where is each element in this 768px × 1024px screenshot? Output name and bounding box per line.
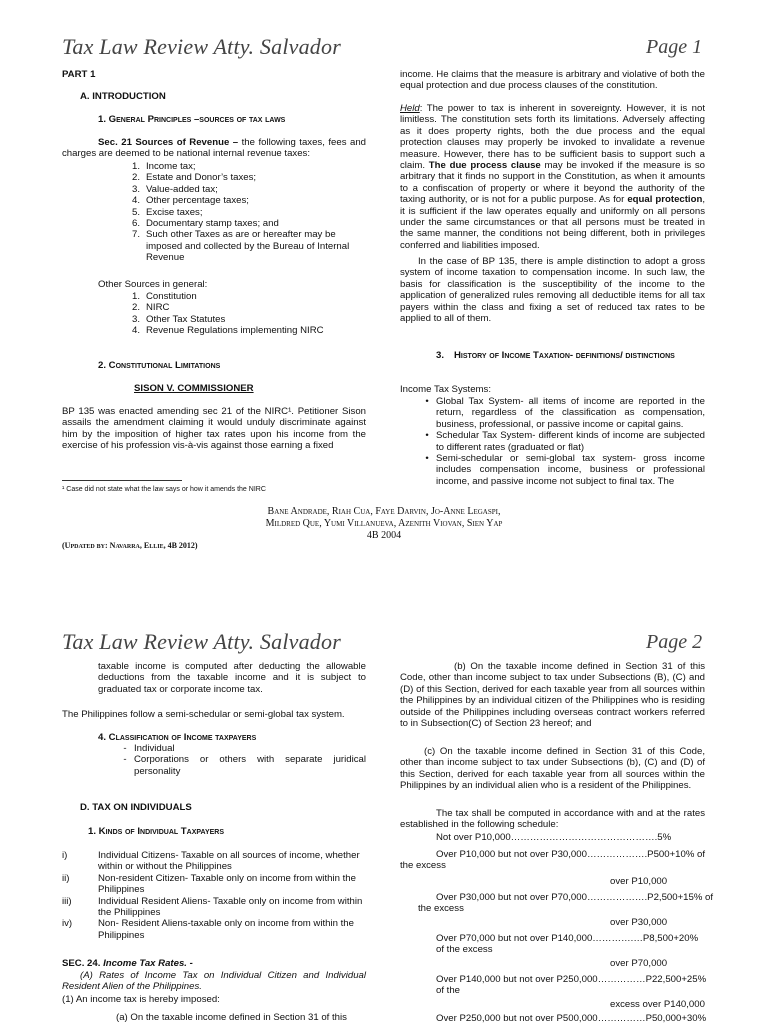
schedule-row-3-cont: the excess bbox=[418, 903, 464, 914]
kinds-heading: 1. Kinds of Individual Taxpayers bbox=[88, 826, 225, 837]
schedule-row-4: Over P70,000 but not over P140,000………….…P8,500+20% bbox=[436, 933, 699, 944]
section-d-heading: D. TAX ON INDIVIDUALS bbox=[80, 802, 192, 813]
authors-line-2: Mildred Que, Yumi Villanueva, Azenith Viovan, Sien Yap bbox=[265, 518, 503, 529]
section-a-heading: A. INTRODUCTION bbox=[80, 91, 166, 102]
header-title: Tax Law Review Atty. Salvador bbox=[62, 629, 341, 654]
list-item-number: 7. bbox=[131, 229, 140, 241]
list-item-number: 2. bbox=[131, 172, 140, 184]
case-paragraph: BP 135 was enacted amending sec 21 of the NIRC¹. Petitioner Sison assails the amendment claiming it would unduly discriminate against him by the imposition of higher tax rates upon his income from the exercise of his profession vis-à-vis against those earning a fixed bbox=[62, 406, 366, 452]
header-page-number: Page 2 bbox=[646, 631, 703, 653]
taxpayer-class-item bbox=[116, 754, 366, 777]
schedule-row-6: Over P250,000 but not over P500,000……………P50,000+30% bbox=[436, 1013, 707, 1024]
part-heading: PART 1 bbox=[62, 69, 96, 80]
revenue-list-item bbox=[122, 172, 366, 183]
list-item-text: Excise taxes; bbox=[146, 206, 203, 218]
header-page-number: Page 1 bbox=[646, 36, 703, 58]
list-item-text: Non-resident Citizen- Taxable only on income from within the Philippines bbox=[98, 872, 356, 896]
list-item-text: Such other Taxes as are or hereafter may be imposed and collected by the Bureau of Internal Revenue bbox=[146, 229, 350, 264]
subsection-b-paragraph: (b) On the taxable income defined in Section 31 of this Code, other than income subject to tax under Subsections (B), (C) and (D) of this Section, derived for each taxable year from all sources within the Philippines by an individual citizen of the Philippines who is residing outside of the Philippines including overseas contract workers referred to in Subsection(C) of Section 23 hereof; and bbox=[400, 661, 705, 730]
list-item-number: 5. bbox=[131, 206, 140, 218]
sec21-text: the following taxes, fees and charges are deemed to be national internal revenue taxes: bbox=[62, 137, 366, 160]
list-item-number: ii) bbox=[62, 872, 70, 884]
other-source-item bbox=[122, 302, 366, 313]
sec24-a-text: (A) Rates of Income Tax on Individual Citizen and Individual Resident Alien of the Philippines. bbox=[62, 970, 366, 993]
list-item-text: Non- Resident Aliens-taxable only on income from within the Philippines bbox=[98, 918, 354, 941]
list-item-number: iii) bbox=[62, 895, 72, 907]
list-item-number: iv) bbox=[62, 918, 73, 930]
kinds-list bbox=[62, 850, 366, 941]
bullet-text: Global Tax System- all items of income are reported in the return, regardless of the classification as compensation, business, professional, or passive income or capital gains. bbox=[436, 396, 705, 430]
revenue-list-item bbox=[122, 195, 366, 206]
subsection-2-heading: 2. Constitutional Limitations bbox=[98, 360, 221, 371]
footnote: ¹ Case did not state what the law says or how it amends the NIRC bbox=[62, 486, 266, 493]
sec24-1-text: (1) An income tax is hereby imposed: bbox=[62, 994, 220, 1005]
schedule-row-5: Over P140,000 but not over P250,000……………P22,500+25% bbox=[436, 974, 707, 985]
sec24-a-sub-text: (a) On the taxable income defined in Section 31 of this bbox=[116, 1012, 347, 1023]
held-paragraph bbox=[400, 103, 705, 251]
subsection-c-paragraph: (c) On the taxable income defined in Section 31 of this Code, other than income subject to tax under Subsections (b), (C) and (D) of this Section, derived for each taxable year from all sources within the Philippines by an individual alien who is a resident of the Philippines. bbox=[400, 746, 705, 792]
list-item-number: 1. bbox=[131, 291, 140, 302]
bullet-icon: • bbox=[425, 396, 429, 407]
subsection-1-heading: 1. General Principles –sources of tax laws bbox=[98, 114, 286, 125]
schedule-row-2-cont: the excess bbox=[400, 860, 446, 871]
sec24-subtitle: Income Tax Rates. - bbox=[100, 958, 193, 969]
revenue-list-item bbox=[122, 207, 366, 218]
header-title: Tax Law Review Atty. Salvador bbox=[62, 34, 341, 59]
case-title: SISON V. COMMISSIONER bbox=[134, 383, 254, 394]
list-item-text: Estate and Donor’s taxes; bbox=[146, 172, 257, 184]
list-item-text: Other percentage taxes; bbox=[146, 195, 249, 207]
bullet-text: Semi-schedular or semi-global tax system- gross income includes compensation income, business or professional income, and passive income not subject to final tax. The bbox=[436, 453, 705, 487]
list-item-number: 4. bbox=[131, 195, 140, 207]
list-item-number: 1. bbox=[131, 161, 140, 172]
updated-note: (Updated by: Navarra, Ellie, 4B 2012) bbox=[62, 541, 198, 550]
schedule-row-2-base: over P10,000 bbox=[610, 876, 668, 887]
other-source-item bbox=[122, 291, 366, 302]
schedule-row-4-base: over P70,000 bbox=[610, 958, 668, 969]
tax-system-item bbox=[418, 396, 705, 430]
held-label: Held bbox=[400, 103, 420, 114]
list-item-text: Individual Resident Aliens- Taxable only on income from within the Philippines bbox=[98, 895, 363, 919]
bullet-text: Schedular Tax System- different kinds of income are subjected to different rates (graduated or flat) bbox=[436, 430, 705, 453]
systems-title: Income Tax Systems: bbox=[400, 384, 491, 395]
bullet-icon: - bbox=[123, 754, 127, 766]
schedule-row-3-base: over P30,000 bbox=[610, 917, 668, 928]
held-bold-due-process: The due process clause bbox=[428, 160, 541, 172]
revenue-list-item bbox=[122, 229, 366, 263]
footnote-rule bbox=[62, 480, 182, 481]
schedule-row-4-cont: of the excess bbox=[436, 944, 493, 955]
sec24-heading bbox=[62, 958, 193, 969]
tax-system-item bbox=[418, 453, 705, 487]
bullet-text: Corporations or others with separate juridical personality bbox=[134, 754, 366, 777]
philippines-system-text: The Philippines follow a semi-schedular or semi-global tax system. bbox=[62, 709, 345, 720]
taxpayer-kind-item bbox=[62, 873, 366, 896]
list-item-number: 2. bbox=[131, 302, 140, 314]
authors-line-1: Bane Andrade, Riah Cua, Faye Darvin, Jo-Anne Legaspi, bbox=[267, 506, 501, 517]
subsection-3-heading: History of Income Taxation- definitions/ distinctions bbox=[454, 350, 675, 361]
held-text-3: , it is sufficient if the law operates equally and uniformly on all persons under the same circumstances or that all persons must be treated in the same manner, the conditions not being different, both in privileges conferred and liabilities imposed. bbox=[400, 194, 705, 251]
sec24-title: SEC. 24. bbox=[62, 958, 101, 969]
bullet-icon: - bbox=[123, 743, 127, 754]
other-source-item bbox=[122, 314, 366, 325]
sec21-title: Sec. 21 Sources of Revenue – bbox=[98, 137, 239, 148]
tax-system-item bbox=[418, 430, 705, 453]
revenue-list-item bbox=[122, 161, 366, 172]
list-item-text: Individual Citizens- Taxable on all sources of income, whether within or without the Philippines bbox=[98, 850, 360, 873]
schedule-row-2: Over P10,000 but not over P30,000……………….P500+10% of bbox=[436, 849, 706, 860]
revenue-list-item bbox=[122, 184, 366, 195]
list-item-text: Value-added tax; bbox=[146, 183, 218, 195]
list-item-text: Documentary stamp taxes; and bbox=[146, 218, 279, 230]
sec21-paragraph bbox=[62, 137, 366, 160]
other-source-item bbox=[122, 325, 366, 336]
semi-schedular-continuation: taxable income is computed after deducting the allowable deductions from the taxable income and it is subject to graduated tax or corporate income tax. bbox=[98, 661, 366, 695]
list-item-number: 3. bbox=[131, 313, 140, 325]
case-continuation: income. He claims that the measure is arbitrary and violative of both the equal protection and due process clauses of the constitution. bbox=[400, 69, 705, 92]
list-item-number: 6. bbox=[131, 218, 140, 230]
taxpayer-kind-item bbox=[62, 896, 366, 919]
taxpayer-kind-item bbox=[62, 918, 366, 941]
schedule-row-5-cont: of the bbox=[436, 985, 461, 996]
held-bold-equal-protection: equal protection bbox=[627, 194, 703, 206]
bullet-text: Individual bbox=[134, 743, 175, 754]
schedule-intro: The tax shall be computed in accordance with and at the rates established in the following schedule: bbox=[400, 808, 705, 831]
list-item-number: 4. bbox=[131, 325, 140, 337]
bullet-icon: • bbox=[425, 430, 429, 442]
held-text-1: : The power to tax is inherent in sovereignty. However, it is not limitless. The constitution sets forth its limitations. Adversely affecting as it does property rights, both the due process and the equal protection clauses may properly be invoked to invalidate a revenue measure. However, there has to be sufficient basis to support such a claim. bbox=[400, 103, 705, 172]
taxpayer-kind-item bbox=[62, 850, 366, 873]
subsection-3-number: 3. bbox=[436, 350, 445, 361]
list-item-number: i) bbox=[62, 850, 68, 861]
schedule-row-1: Not over P10,000……………………………………….5% bbox=[436, 832, 672, 843]
authors-batch: 4B 2004 bbox=[366, 530, 402, 541]
subsection-4-heading: 4. Classification of Income taxpayers bbox=[98, 732, 257, 743]
list-item-text: Income tax; bbox=[146, 161, 196, 172]
systems-list bbox=[418, 396, 705, 487]
held-text-2: may be invoked if the measure is so arbitrary that it finds no support in the Constitution, as when it amounts to a confiscation of property or where it beyond the authority of the taxing authority, or is not for a public purpose. As for bbox=[400, 160, 705, 206]
schedule-row-5-base: excess over P140,000 bbox=[610, 999, 705, 1010]
list-item-text: Other Tax Statutes bbox=[146, 313, 226, 325]
revenue-list-item bbox=[122, 218, 366, 229]
list-item-text: NIRC bbox=[146, 302, 170, 314]
schedule-row-3: Over P30,000 but not over P70,000……………….P2,500+15% of bbox=[436, 892, 714, 903]
bp135-paragraph: In the case of BP 135, there is ample distinction to adopt a gross system of income taxation to compensation income. In such law, the basis for classification is the susceptibility of the income to the application of generalized rules removing all deductible items for all tax payers within the class and fixing a set of reduced tax rates to be applied to all of them. bbox=[400, 256, 705, 325]
taxpayer-class-item bbox=[116, 743, 366, 754]
list-item-text: Constitution bbox=[146, 291, 197, 302]
classification-list bbox=[116, 743, 366, 777]
revenue-list bbox=[122, 161, 366, 264]
list-item-text: Revenue Regulations implementing NIRC bbox=[146, 325, 324, 337]
bullet-icon: • bbox=[425, 453, 429, 465]
other-sources-title: Other Sources in general: bbox=[98, 279, 208, 290]
other-sources-list bbox=[122, 291, 366, 337]
list-item-number: 3. bbox=[131, 183, 140, 195]
